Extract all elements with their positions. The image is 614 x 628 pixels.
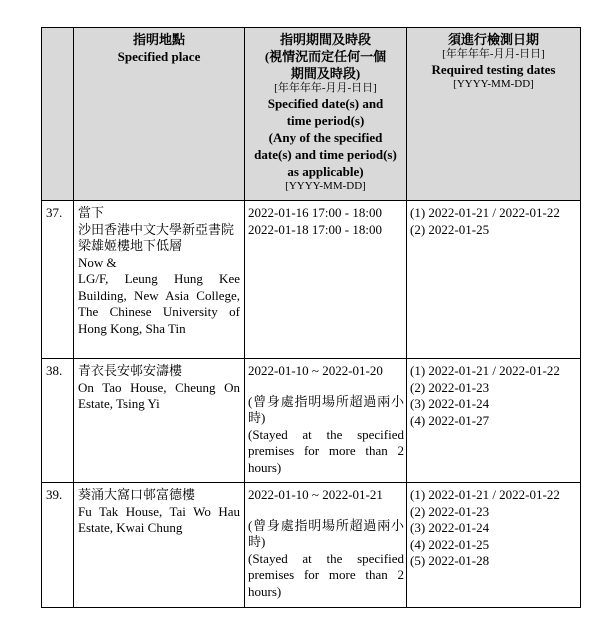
place-zh: 葵涌大窩口邨富德樓 xyxy=(78,487,196,502)
testing-cell xyxy=(407,201,581,359)
header-place-zh: 指明地點 xyxy=(132,32,185,47)
table-row xyxy=(42,201,581,359)
place-en-detail: LG/F, Leung Hung Kee Building, New Asia College, The Chinese University of Hong Kong, Sha Tin xyxy=(78,271,240,336)
testing-date: (2) 2022-01-23 xyxy=(410,503,490,519)
testing-date: (2) 2022-01-23 xyxy=(410,379,490,395)
stay-note-zh: (曾身處指明場所超過兩小時) xyxy=(248,393,404,425)
header-period-cell xyxy=(245,28,407,201)
header-place-en: Specified place xyxy=(117,49,201,64)
testing-date: (1) 2022-01-21 / 2022-01-22 xyxy=(410,487,560,502)
table-row xyxy=(42,359,581,483)
date-range: 2022-01-18 17:00 - 18:00 xyxy=(248,221,382,237)
date-range: 2022-01-16 17:00 - 18:00 xyxy=(248,205,382,220)
header-period-zh: 指明期間及時段 xyxy=(279,32,371,47)
place-cell xyxy=(74,201,245,359)
place-zh: 青衣長安邨安濤樓 xyxy=(78,363,183,378)
header-period-note-zh: (視情況而定任何一個期間及時段) xyxy=(264,49,387,81)
place-en: Fu Tak House, Tai Wo Hau Estate, Kwai Chung xyxy=(78,503,240,535)
dates-cell xyxy=(245,201,407,359)
testing-date: (5) 2022-01-28 xyxy=(410,553,490,568)
header-period-note-en: (Any of the specified date(s) and time period(s) as applicable) xyxy=(254,130,397,179)
header-testing-zh: 須進行檢測日期 xyxy=(447,32,539,47)
header-testing-format-zh: [年年年年-月月-日日] xyxy=(442,48,545,60)
place-en: Now & xyxy=(78,254,117,270)
header-number-cell xyxy=(42,28,74,201)
place-en: On Tao House, Cheung On Estate, Tsing Yi xyxy=(78,379,240,411)
date-range: 2022-01-10 ~ 2022-01-21 xyxy=(248,487,383,502)
testing-cell xyxy=(407,359,581,483)
date-range: 2022-01-10 ~ 2022-01-20 xyxy=(248,363,383,378)
row-number: 37. xyxy=(42,201,74,359)
testing-date: (4) 2022-01-25 xyxy=(410,536,490,552)
testing-date: (2) 2022-01-25 xyxy=(410,221,490,237)
testing-cell xyxy=(407,483,581,608)
row-number: 38. xyxy=(42,359,74,483)
place-zh: 當下 xyxy=(78,205,105,220)
header-place-cell xyxy=(74,28,245,201)
testing-date: (3) 2022-01-24 xyxy=(410,520,490,535)
testing-date: (4) 2022-01-27 xyxy=(410,412,490,428)
dates-cell xyxy=(245,483,407,608)
stay-note-en: (Stayed at the specified premises for more than 2 hours) xyxy=(248,550,404,599)
header-testing-format-en: [YYYY-MM-DD] xyxy=(453,78,534,90)
stay-note-en: (Stayed at the specified premises for more than 2 hours) xyxy=(248,426,404,475)
table-header-row xyxy=(42,28,581,201)
header-period-en: Specified date(s) and time period(s) xyxy=(267,96,384,128)
table-row xyxy=(42,483,581,608)
testing-date: (3) 2022-01-24 xyxy=(410,396,490,411)
place-cell xyxy=(74,359,245,483)
dates-cell xyxy=(245,359,407,483)
specified-places-table xyxy=(41,27,581,608)
place-cell xyxy=(74,483,245,608)
header-testing-cell xyxy=(407,28,581,201)
header-period-format-en: [YYYY-MM-DD] xyxy=(285,180,366,192)
header-period-format-zh: [年年年年-月月-日日] xyxy=(274,82,377,94)
testing-date: (1) 2022-01-21 / 2022-01-22 xyxy=(410,205,560,220)
row-number: 39. xyxy=(42,483,74,608)
place-zh-detail: 沙田香港中文大學新亞書院梁雄姬樓地下低層 xyxy=(78,221,235,253)
testing-date: (1) 2022-01-21 / 2022-01-22 xyxy=(410,363,560,378)
header-testing-en: Required testing dates xyxy=(431,62,556,77)
stay-note-zh: (曾身處指明場所超過兩小時) xyxy=(248,517,404,549)
